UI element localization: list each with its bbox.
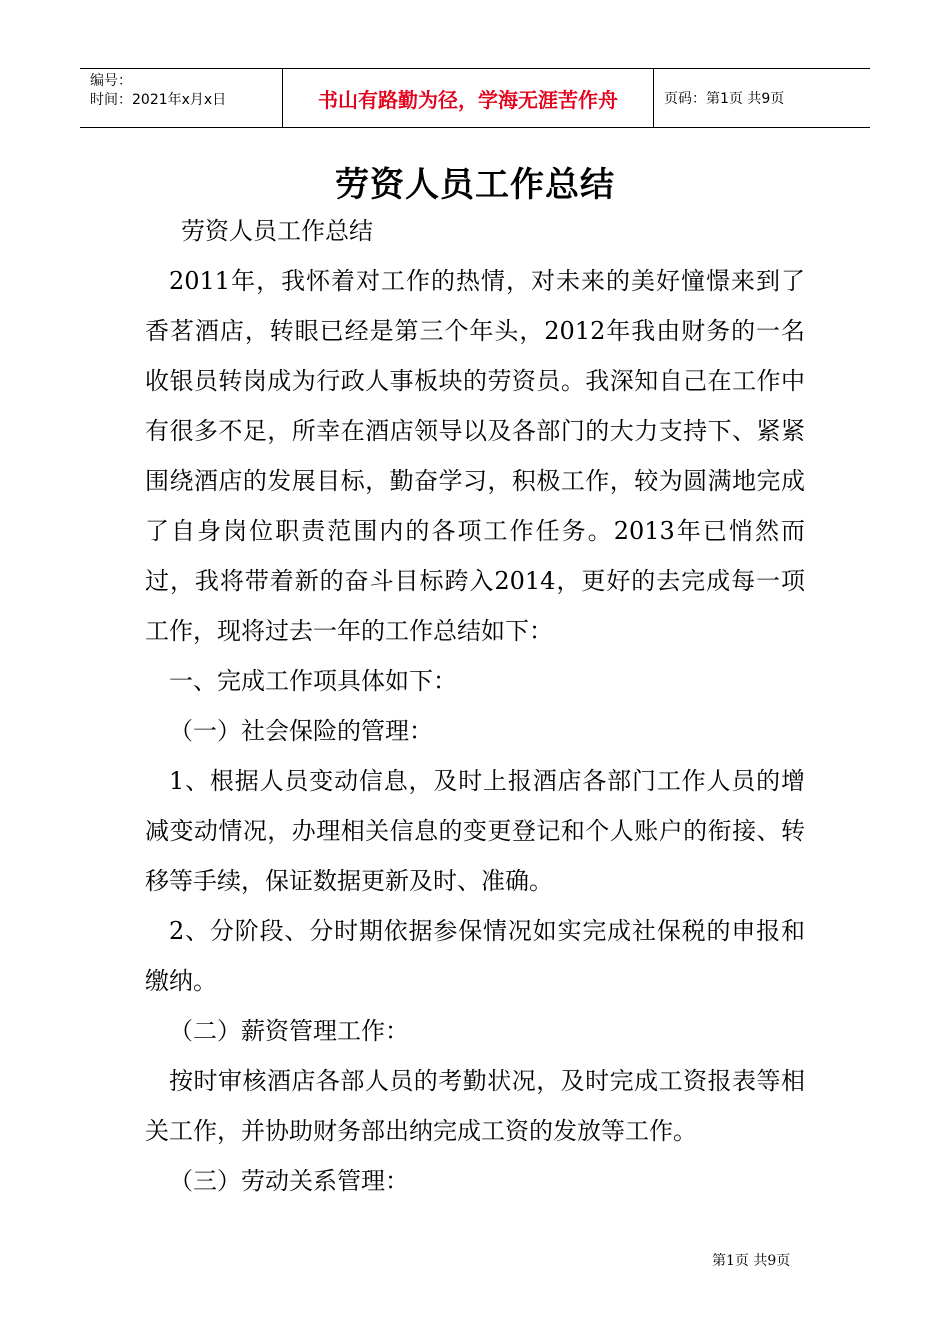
paragraph: （一）社会保险的管理： xyxy=(169,717,433,745)
time-label: 时间：2021年x月x日 xyxy=(90,92,227,108)
number-label: 编号： xyxy=(90,73,132,89)
paragraph: 劳资人员工作总结 xyxy=(181,217,373,245)
header-meta xyxy=(80,69,282,127)
paragraph: 1、根据人员变动信息，及时上报酒店各部门工作人员的增减变动情况，办理相关信息的变更登记和个人账户的衔接、转移等手续，保证数据更新及时、准确。 xyxy=(145,767,805,895)
document-title: 劳资人员工作总结 xyxy=(335,165,615,205)
paragraph: （二）薪资管理工作： xyxy=(169,1017,409,1045)
page-footer: 第1页 共9页 xyxy=(712,1253,791,1269)
paragraph: 一、完成工作项具体如下： xyxy=(169,667,457,695)
motto-text: 书山有路勤为径，学海无涯苦作舟 xyxy=(318,87,618,112)
header-page-info xyxy=(654,69,870,127)
header-page-number: 页码：第1页 共9页 xyxy=(664,91,785,107)
paragraph: （三）劳动关系管理： xyxy=(169,1167,409,1195)
header-motto xyxy=(282,69,654,127)
paragraph: 按时审核酒店各部人员的考勤状况，及时完成工资报表等相关工作，并协助财务部出纳完成工资的发放等工作。 xyxy=(145,1067,805,1145)
document-body xyxy=(145,206,805,1206)
paragraph: 2、分阶段、分时期依据参保情况如实完成社保税的申报和缴纳。 xyxy=(145,917,805,995)
paragraph: 2011年，我怀着对工作的热情，对未来的美好憧憬来到了香茗酒店，转眼已经是第三个年头，2012年我由财务的一名收银员转岗成为行政人事板块的劳资员。我深知自己在工作中有很多不足，所幸在酒店领导以及各部门的大力支持下、紧紧围绕酒店的发展目标，勤奋学习，积极工作，较为圆满地完成了自身岗位职责范围内的各项工作任务。2013年已悄然而过，我将带着新的奋斗目标跨入2014，更好的去完成每一项工作，现将过去一年的工作总结如下： xyxy=(145,267,805,645)
document-header xyxy=(80,68,870,128)
